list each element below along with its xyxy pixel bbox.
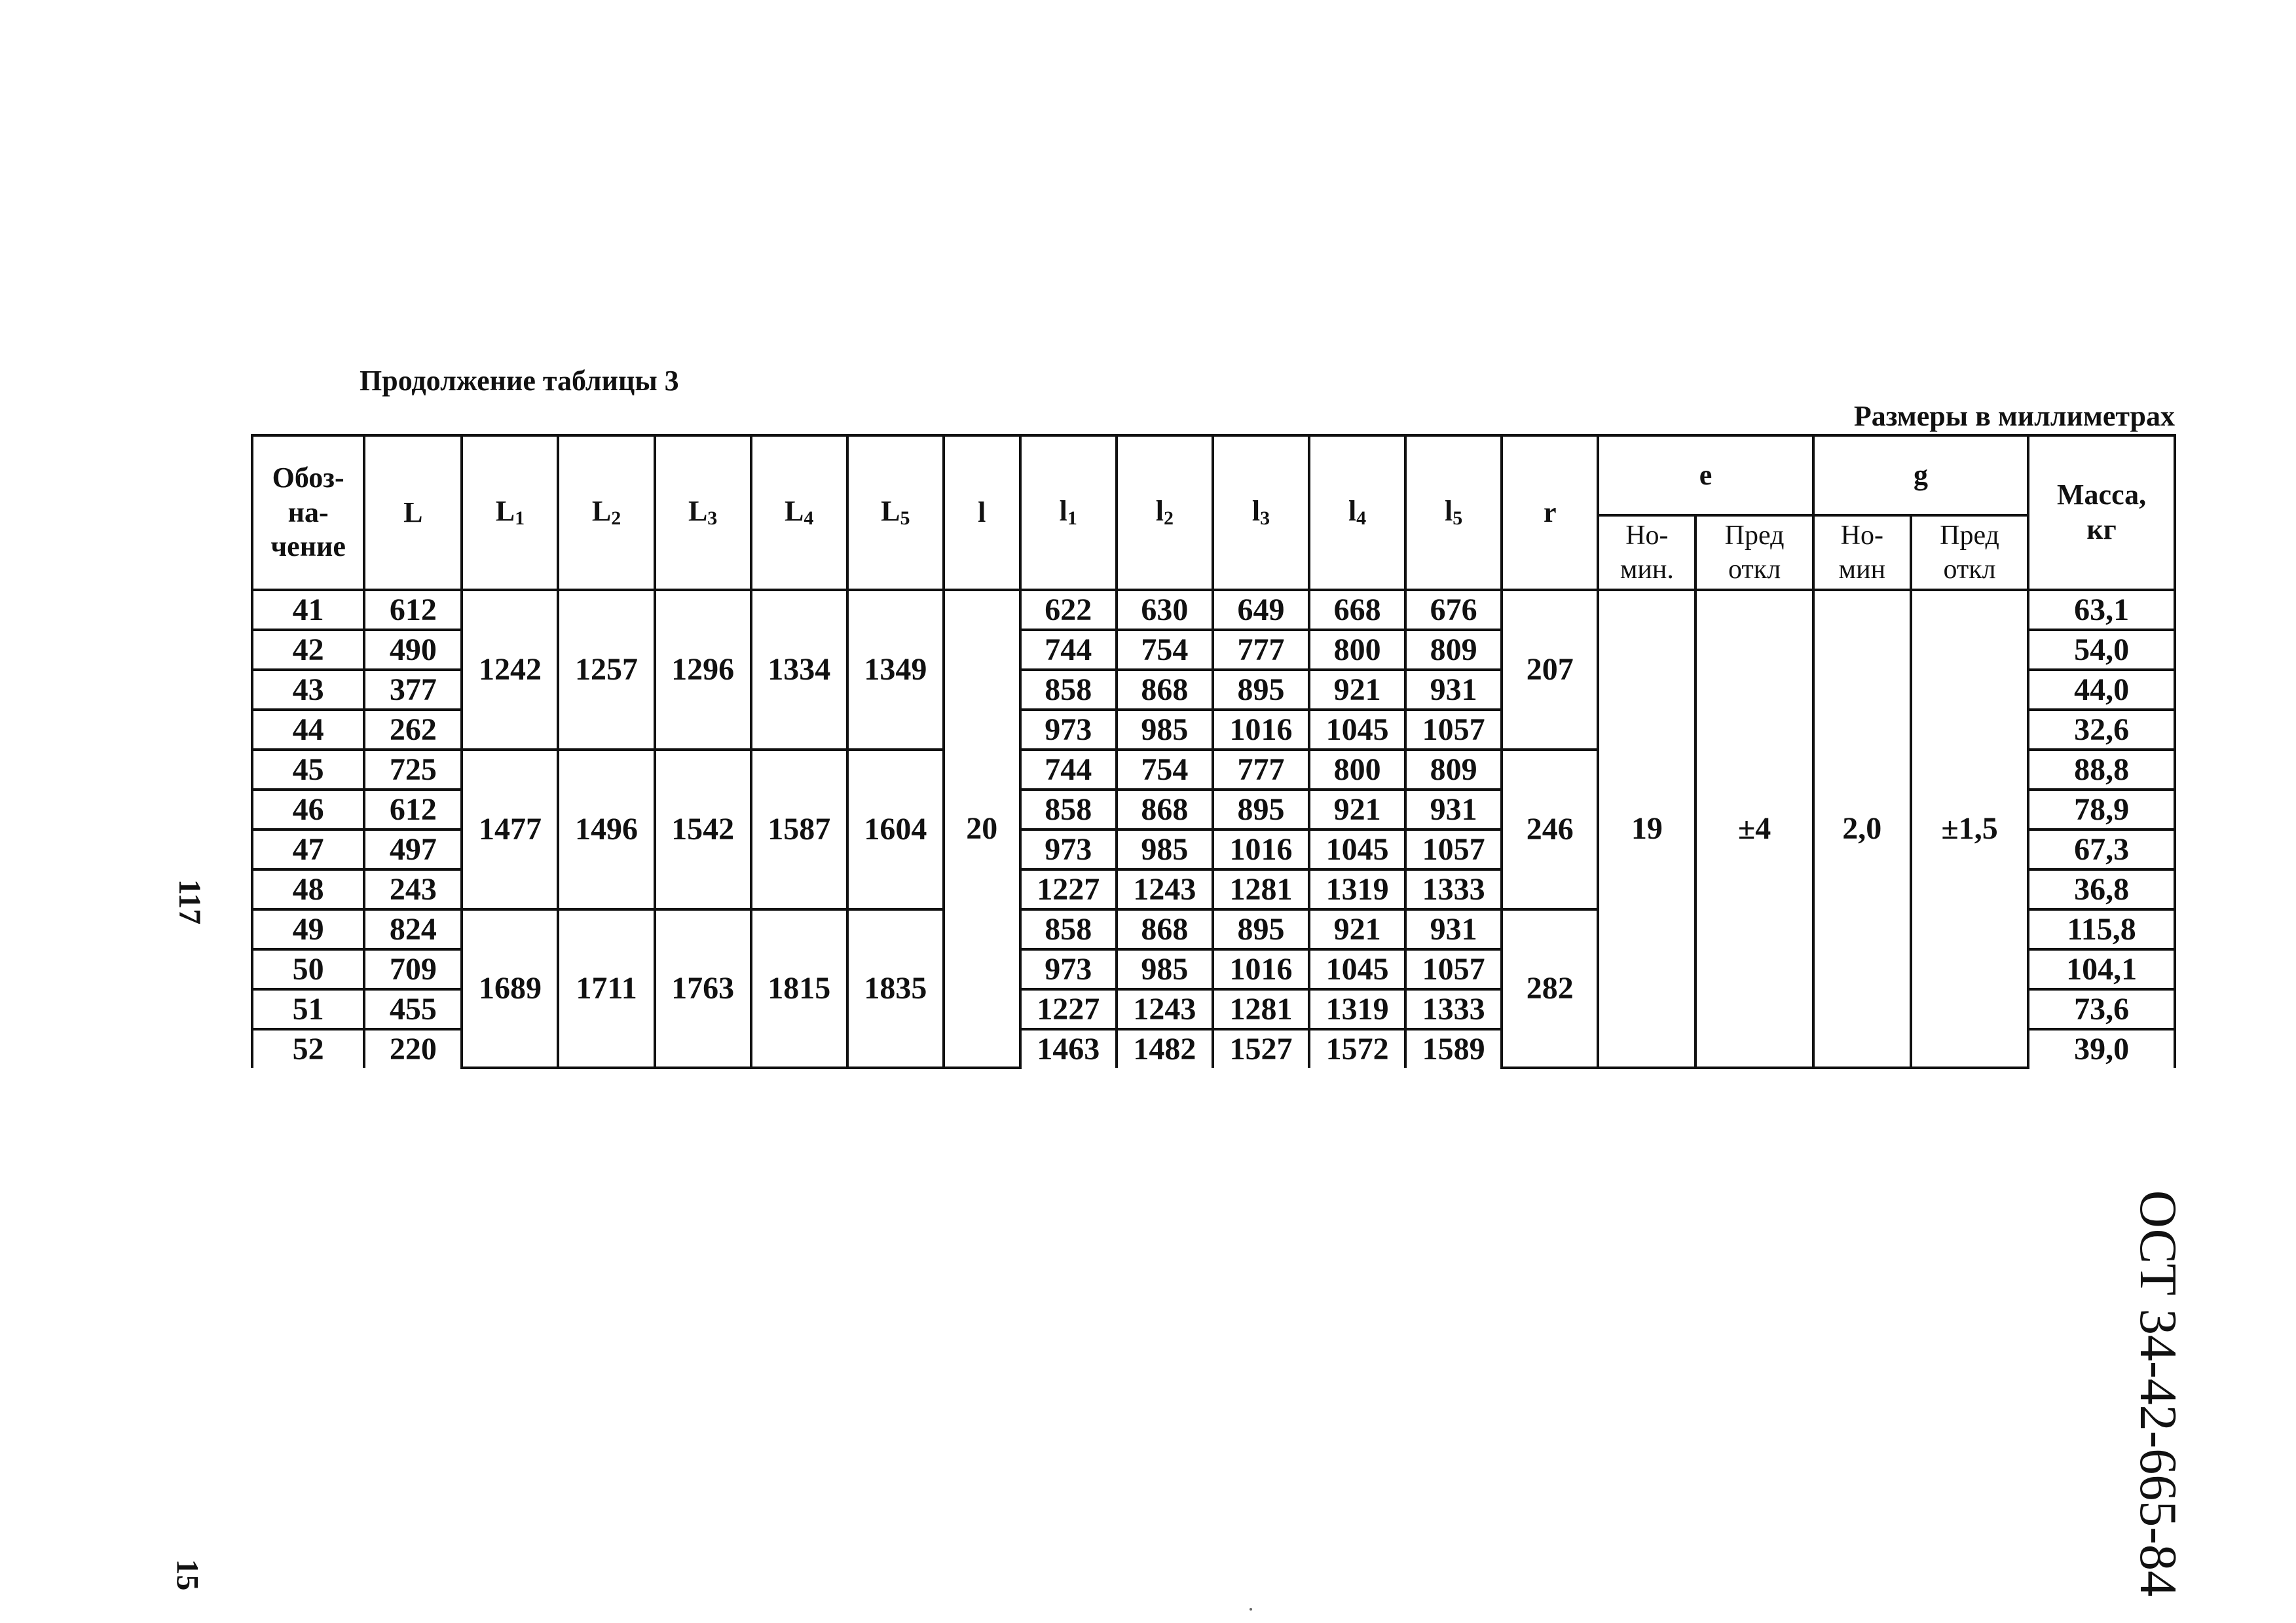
cell-l4: 1572 (1309, 1029, 1405, 1068)
cell-L: 725 (364, 750, 462, 790)
cell-designation: 46 (252, 790, 364, 830)
header-L3-sub: 3 (707, 507, 718, 529)
header-e: e (1598, 435, 1813, 515)
cell-l1: 1463 (1020, 1029, 1117, 1068)
header-L1-sub: 1 (515, 507, 525, 529)
cell-l1: 1227 (1020, 989, 1117, 1029)
header-L: L (364, 435, 462, 590)
cell-l5: 931 (1405, 670, 1502, 710)
header-l5-base: l (1445, 495, 1453, 527)
cell-L5: 1604 (847, 750, 944, 909)
cell-l2: 754 (1117, 750, 1213, 790)
cell-mass: 104,1 (2028, 949, 2175, 989)
cell-e-nom: 19 (1598, 590, 1695, 1068)
header-L4 (751, 435, 847, 590)
cell-designation: 52 (252, 1029, 364, 1068)
cell-l3: 895 (1213, 670, 1309, 710)
cell-l3: 1016 (1213, 710, 1309, 750)
cell-L: 612 (364, 590, 462, 630)
cell-l4: 921 (1309, 790, 1405, 830)
cell-l1: 1227 (1020, 869, 1117, 909)
page-number-side: 117 (172, 879, 208, 925)
header-l5-sub: 5 (1453, 507, 1463, 529)
cell-l1: 858 (1020, 670, 1117, 710)
cell-l2: 1482 (1117, 1029, 1213, 1068)
cell-L3: 1542 (655, 750, 751, 909)
cell-L4: 1815 (751, 909, 847, 1068)
cell-l5: 676 (1405, 590, 1502, 630)
cell-designation: 50 (252, 949, 364, 989)
header-L5 (847, 435, 944, 590)
cell-designation: 43 (252, 670, 364, 710)
document-code: ОСТ 34-42-665-84 (2128, 1190, 2187, 1597)
cell-l4: 668 (1309, 590, 1405, 630)
cell-l5: 1057 (1405, 830, 1502, 869)
cell-l3: 777 (1213, 630, 1309, 670)
header-e-dev-text: Пред откл (1724, 520, 1785, 585)
header-l3-sub: 3 (1260, 507, 1270, 529)
header-e-dev (1695, 515, 1813, 590)
header-r: r (1502, 435, 1598, 590)
cell-l1: 744 (1020, 750, 1117, 790)
cell-l5: 1057 (1405, 949, 1502, 989)
cell-L1: 1477 (462, 750, 558, 909)
header-L3 (655, 435, 751, 590)
dimensions-table (251, 434, 2176, 1069)
cell-l4: 1319 (1309, 989, 1405, 1029)
cell-l4: 921 (1309, 909, 1405, 949)
cell-l3: 1281 (1213, 989, 1309, 1029)
cell-designation: 48 (252, 869, 364, 909)
cell-mass: 32,6 (2028, 710, 2175, 750)
header-L4-base: L (785, 495, 804, 527)
cell-L: 220 (364, 1029, 462, 1068)
header-l1 (1020, 435, 1117, 590)
cell-l5: 1589 (1405, 1029, 1502, 1068)
cell-L3: 1763 (655, 909, 751, 1068)
cell-l3: 895 (1213, 790, 1309, 830)
cell-L: 455 (364, 989, 462, 1029)
cell-designation: 49 (252, 909, 364, 949)
header-L3-base: L (688, 495, 708, 527)
cell-r: 246 (1502, 750, 1598, 909)
cell-designation: 47 (252, 830, 364, 869)
header-mass (2028, 435, 2175, 590)
cell-mass: 39,0 (2028, 1029, 2175, 1068)
cell-l3: 895 (1213, 909, 1309, 949)
cell-L2: 1496 (558, 750, 654, 909)
cell-l1: 744 (1020, 630, 1117, 670)
cell-mass: 36,8 (2028, 869, 2175, 909)
header-L4-sub: 4 (804, 507, 814, 529)
header-l3 (1213, 435, 1309, 590)
cell-l5: 1057 (1405, 710, 1502, 750)
cell-l2: 985 (1117, 830, 1213, 869)
cell-designation: 41 (252, 590, 364, 630)
cell-r: 207 (1502, 590, 1598, 750)
header-L2 (558, 435, 654, 590)
cell-L1: 1242 (462, 590, 558, 750)
cell-mass: 73,6 (2028, 989, 2175, 1029)
cell-l2: 1243 (1117, 989, 1213, 1029)
cell-l5: 931 (1405, 909, 1502, 949)
cell-designation: 45 (252, 750, 364, 790)
header-g-dev (1911, 515, 2028, 590)
cell-l5: 1333 (1405, 869, 1502, 909)
cell-L: 243 (364, 869, 462, 909)
cell-L2: 1711 (558, 909, 654, 1068)
cell-L: 490 (364, 630, 462, 670)
header-designation (252, 435, 364, 590)
header-L5-sub: 5 (900, 507, 910, 529)
cell-l1: 973 (1020, 710, 1117, 750)
header-L1 (462, 435, 558, 590)
cell-l4: 1045 (1309, 710, 1405, 750)
cell-l4: 921 (1309, 670, 1405, 710)
cell-g-nom: 2,0 (1813, 590, 1911, 1068)
header-L5-base: L (881, 495, 900, 527)
header-mass-text: Масса, кг (2057, 479, 2147, 545)
header-l2 (1117, 435, 1213, 590)
cell-l4: 800 (1309, 750, 1405, 790)
cell-l3: 777 (1213, 750, 1309, 790)
header-L2-base: L (591, 495, 612, 527)
cell-l1: 858 (1020, 790, 1117, 830)
header-l4-base: l (1348, 495, 1357, 527)
header-e-nom (1598, 515, 1695, 590)
cell-mass: 44,0 (2028, 670, 2175, 710)
cell-l3: 1016 (1213, 830, 1309, 869)
cell-L2: 1257 (558, 590, 654, 750)
cell-L5: 1349 (847, 590, 944, 750)
cell-L: 824 (364, 909, 462, 949)
cell-l: 20 (944, 590, 1020, 1068)
cell-l3: 649 (1213, 590, 1309, 630)
cell-l5: 809 (1405, 630, 1502, 670)
cell-l1: 973 (1020, 949, 1117, 989)
cell-l1: 973 (1020, 830, 1117, 869)
header-g-nom-text: Но- мин (1838, 520, 1886, 585)
cell-l2: 1243 (1117, 869, 1213, 909)
cell-l2: 985 (1117, 949, 1213, 989)
cell-l4: 800 (1309, 630, 1405, 670)
cell-mass: 115,8 (2028, 909, 2175, 949)
cell-l1: 622 (1020, 590, 1117, 630)
cell-l2: 868 (1117, 790, 1213, 830)
header-l4 (1309, 435, 1405, 590)
table-caption: Продолжение таблицы 3 (360, 365, 679, 397)
header-l1-sub: 1 (1067, 507, 1077, 529)
cell-L4: 1334 (751, 590, 847, 750)
cell-mass: 54,0 (2028, 630, 2175, 670)
header-l5 (1405, 435, 1502, 590)
scan-speck (1250, 1608, 1252, 1611)
cell-l4: 1045 (1309, 830, 1405, 869)
cell-l3: 1016 (1213, 949, 1309, 989)
page-number-bottom: 15 (170, 1559, 205, 1591)
cell-L: 497 (364, 830, 462, 869)
header-g-dev-text: Пред откл (1940, 520, 1999, 585)
cell-l2: 985 (1117, 710, 1213, 750)
cell-L: 612 (364, 790, 462, 830)
cell-mass: 78,9 (2028, 790, 2175, 830)
cell-L: 377 (364, 670, 462, 710)
units-note: Размеры в миллиметрах (1853, 400, 2175, 432)
cell-mass: 67,3 (2028, 830, 2175, 869)
header-designation-text: Обоз- на- чение (270, 461, 346, 563)
cell-L3: 1296 (655, 590, 751, 750)
cell-L4: 1587 (751, 750, 847, 909)
cell-l3: 1527 (1213, 1029, 1309, 1068)
header-l2-base: l (1155, 495, 1164, 527)
header-l4-sub: 4 (1356, 507, 1367, 529)
header-l3-base: l (1251, 495, 1261, 527)
cell-L1: 1689 (462, 909, 558, 1068)
header-L2-sub: 2 (611, 507, 621, 529)
header-L1-base: L (495, 495, 515, 527)
cell-designation: 51 (252, 989, 364, 1029)
cell-l5: 809 (1405, 750, 1502, 790)
cell-L: 262 (364, 710, 462, 750)
header-l2-sub: 2 (1163, 507, 1174, 529)
cell-e-dev: ±4 (1695, 590, 1813, 1068)
cell-l3: 1281 (1213, 869, 1309, 909)
cell-g-dev: ±1,5 (1911, 590, 2028, 1068)
header-e-nom-text: Но- мин. (1620, 520, 1674, 585)
header-l1-base: l (1059, 495, 1067, 527)
cell-designation: 42 (252, 630, 364, 670)
cell-mass: 88,8 (2028, 750, 2175, 790)
header-g: g (1813, 435, 2028, 515)
cell-designation: 44 (252, 710, 364, 750)
cell-l5: 931 (1405, 790, 1502, 830)
table-row (252, 590, 2175, 630)
cell-l5: 1333 (1405, 989, 1502, 1029)
cell-l2: 754 (1117, 630, 1213, 670)
cell-l2: 868 (1117, 909, 1213, 949)
cell-L: 709 (364, 949, 462, 989)
cell-mass: 63,1 (2028, 590, 2175, 630)
cell-l2: 868 (1117, 670, 1213, 710)
cell-r: 282 (1502, 909, 1598, 1068)
cell-l4: 1319 (1309, 869, 1405, 909)
cell-l2: 630 (1117, 590, 1213, 630)
cell-L5: 1835 (847, 909, 944, 1068)
header-g-nom (1813, 515, 1911, 590)
cell-l4: 1045 (1309, 949, 1405, 989)
cell-l1: 858 (1020, 909, 1117, 949)
header-l: l (944, 435, 1020, 590)
